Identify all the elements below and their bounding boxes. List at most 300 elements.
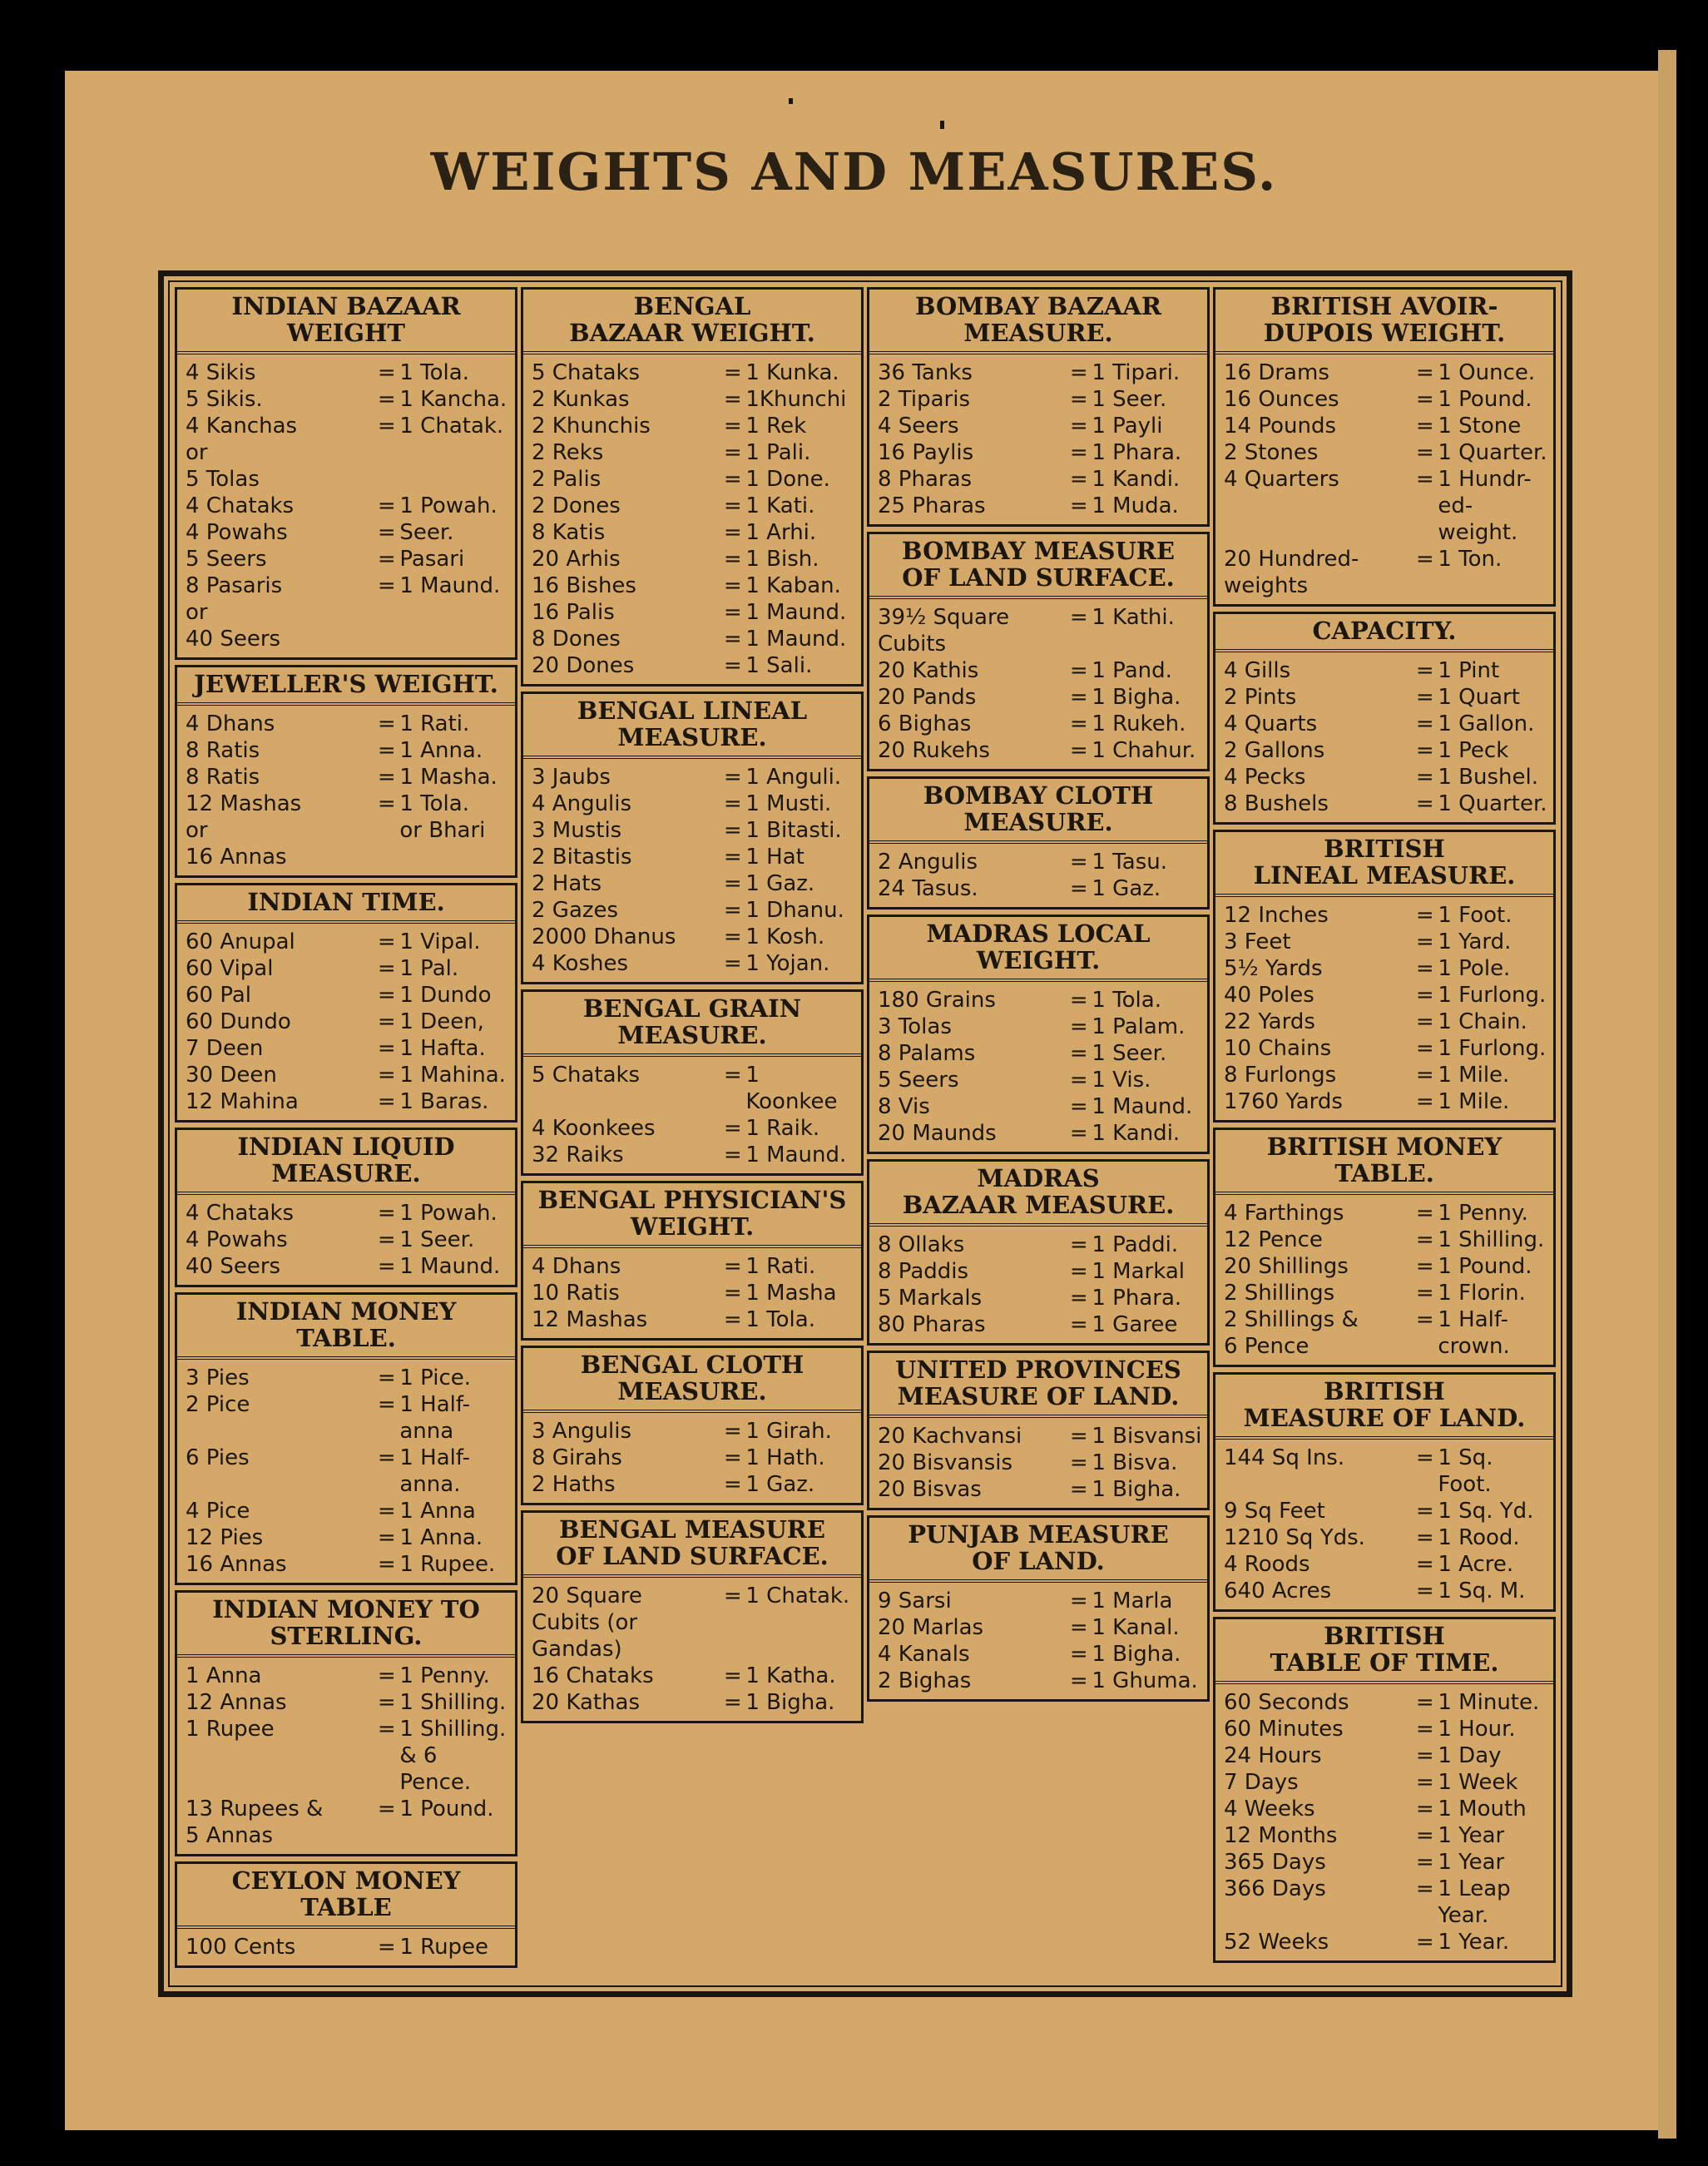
equals-sign: =	[1415, 1743, 1434, 1768]
table-rows	[869, 1227, 1207, 1343]
table-row	[532, 1445, 856, 1471]
table-row	[532, 572, 856, 599]
table-row	[186, 1445, 510, 1498]
table-heading: INDIAN LIQUID MEASURE.	[177, 1130, 515, 1195]
table-row	[1224, 1062, 1548, 1088]
unit-quantity: 2 Palis	[532, 467, 602, 492]
measure-table	[867, 1351, 1210, 1510]
unit-equivalent: 1 Quarter.	[1438, 791, 1547, 816]
table-rows	[177, 1360, 515, 1583]
unit-quantity: 180 Grains	[878, 988, 996, 1013]
measure-table	[175, 287, 517, 660]
table-row	[186, 1551, 510, 1578]
unit-quantity: 20 Rukehs	[878, 738, 990, 763]
table-row	[1224, 1524, 1548, 1551]
table-heading: MADRAS BAZAAR MEASURE.	[869, 1162, 1207, 1227]
unit-equivalent: 1 Furlong.	[1438, 983, 1547, 1008]
equals-sign: =	[723, 1142, 742, 1167]
equals-sign: =	[377, 1717, 396, 1742]
unit-quantity: 4 Quarts	[1224, 711, 1318, 736]
table-rows	[523, 1578, 861, 1721]
table-row	[1224, 1088, 1548, 1115]
unit-equivalent: 1 Rati.	[745, 1254, 816, 1279]
unit-quantity: 2 Dones	[532, 493, 621, 518]
table-row	[878, 1285, 1202, 1311]
table-row	[878, 737, 1202, 764]
unit-quantity: 4 Farthings	[1224, 1201, 1344, 1226]
table-row	[1224, 1769, 1548, 1796]
table-row	[532, 519, 856, 546]
unit-quantity: 366 Days	[1224, 1876, 1326, 1901]
unit-equivalent: 1 Sq. Foot.	[1438, 1445, 1493, 1497]
equals-sign: =	[377, 983, 396, 1008]
unit-quantity: 20 Kathas	[532, 1690, 641, 1715]
table-row	[186, 1365, 510, 1391]
table-row	[1224, 684, 1548, 711]
unit-equivalent: 1 Raik.	[745, 1116, 820, 1141]
equals-sign: =	[1415, 1036, 1434, 1061]
unit-equivalent: Pasari	[399, 547, 465, 572]
table-rows	[1215, 1440, 1553, 1609]
equals-sign: =	[1415, 791, 1434, 816]
unit-equivalent: 1 Quarter.	[1438, 440, 1547, 465]
table-row	[1224, 791, 1548, 817]
table-row	[532, 1689, 856, 1716]
table-heading: BENGAL GRAIN MEASURE.	[523, 992, 861, 1057]
unit-equivalent: 1 Ton.	[1438, 547, 1503, 572]
equals-sign: =	[1069, 685, 1088, 710]
table-rows	[1215, 1684, 1553, 1960]
table-row	[186, 1009, 510, 1035]
unit-quantity: 24 Tasus.	[878, 876, 978, 901]
equals-sign: =	[1069, 1450, 1088, 1475]
table-row	[186, 1088, 510, 1115]
unit-quantity: 3 Tolas	[878, 1014, 952, 1039]
equals-sign: =	[1415, 903, 1434, 928]
unit-quantity: 9 Sarsi	[878, 1589, 952, 1613]
unit-equivalent: 1 Gaz.	[1092, 876, 1161, 901]
equals-sign: =	[1415, 387, 1434, 412]
table-row	[1224, 1253, 1548, 1280]
table-row	[1224, 1742, 1548, 1769]
unit-equivalent: 1 Week	[1438, 1770, 1518, 1795]
equals-sign: =	[1415, 1579, 1434, 1603]
table-row	[1224, 1578, 1548, 1604]
equals-sign: =	[723, 627, 742, 652]
table-row	[878, 1588, 1202, 1614]
table-row	[878, 1040, 1202, 1067]
unit-equivalent: 1 Done.	[745, 467, 830, 492]
unit-quantity: 2 Gallons	[1224, 738, 1325, 763]
table-row	[186, 1035, 510, 1062]
unit-equivalent: 1 Tipari.	[1092, 360, 1181, 385]
equals-sign: =	[377, 738, 396, 763]
table-row	[1224, 1035, 1548, 1062]
unit-equivalent: 1 Arhi.	[745, 520, 817, 545]
unit-quantity: 20 Bisvansis	[878, 1450, 1013, 1475]
table-heading: INDIAN TIME.	[177, 885, 515, 924]
equals-sign: =	[723, 1663, 742, 1688]
equals-sign: =	[723, 493, 742, 518]
equals-sign: =	[377, 956, 396, 981]
unit-equivalent: 1 Mahina.	[399, 1063, 506, 1088]
table-row	[532, 546, 856, 572]
equals-sign: =	[1415, 1307, 1434, 1332]
table-row	[878, 684, 1202, 711]
equals-sign: =	[723, 1116, 742, 1141]
unit-quantity: 10 Ratis	[532, 1281, 620, 1306]
table-row	[1224, 1498, 1548, 1524]
unit-quantity: 30 Deen	[186, 1063, 277, 1088]
table-rows	[177, 1658, 515, 1854]
equals-sign: =	[1415, 1690, 1434, 1715]
equals-sign: =	[1069, 1615, 1088, 1640]
unit-equivalent: 1 Rek	[745, 414, 807, 439]
unit-quantity: 8 Palams	[878, 1041, 976, 1066]
measure-table	[521, 287, 864, 686]
equals-sign: =	[1069, 1259, 1088, 1284]
unit-quantity: 13 Rupees & 5 Annas	[186, 1797, 324, 1848]
unit-equivalent: 1 Vipal.	[399, 929, 481, 954]
unit-equivalent: 1 Paddi.	[1092, 1232, 1179, 1257]
table-row	[532, 1471, 856, 1498]
unit-equivalent: 1 Powah.	[399, 1201, 498, 1226]
equals-sign: =	[377, 1227, 396, 1252]
unit-equivalent: 1 Half- anna.	[399, 1445, 471, 1497]
equals-sign: =	[1415, 414, 1434, 439]
equals-sign: =	[377, 1525, 396, 1550]
table-heading: BRITISH MONEY TABLE.	[1215, 1130, 1553, 1195]
unit-quantity: 8 Girahs	[532, 1445, 622, 1470]
unit-quantity: 100 Cents	[186, 1935, 296, 1960]
table-row	[1224, 711, 1548, 737]
equals-sign: =	[723, 573, 742, 598]
unit-quantity: 4 Powahs	[186, 1227, 288, 1252]
unit-quantity: 60 Minutes	[1224, 1717, 1344, 1742]
unit-equivalent: 1 Penny.	[399, 1663, 490, 1688]
equals-sign: =	[1415, 360, 1434, 385]
unit-equivalent: 1 Chain.	[1438, 1009, 1527, 1034]
column-1	[175, 287, 517, 1973]
table-row	[532, 764, 856, 791]
measure-table	[867, 532, 1210, 771]
table-rows	[523, 1413, 861, 1503]
unit-equivalent: 1 Mile.	[1438, 1089, 1510, 1114]
table-row	[532, 493, 856, 519]
unit-quantity: 4 Pecks	[1224, 765, 1306, 790]
table-row	[186, 929, 510, 955]
unit-equivalent: 1 Foot.	[1438, 903, 1512, 928]
unit-equivalent: 1 Sq. M.	[1438, 1579, 1526, 1603]
equals-sign: =	[1415, 1009, 1434, 1034]
equals-sign: =	[377, 547, 396, 572]
table-row	[878, 1014, 1202, 1040]
table-row	[1224, 764, 1548, 791]
unit-equivalent: 1 Bushel.	[1438, 765, 1539, 790]
unit-equivalent: 1 Masha	[745, 1281, 837, 1306]
equals-sign: =	[1415, 1930, 1434, 1955]
table-row	[532, 1418, 856, 1445]
unit-equivalent: 1 Maund.	[399, 573, 501, 598]
equals-sign: =	[377, 1009, 396, 1034]
unit-quantity: 4 Roods	[1224, 1552, 1310, 1577]
unit-quantity: 2 Reks	[532, 440, 604, 465]
unit-equivalent: 1 Kosh.	[745, 924, 825, 949]
table-row	[532, 1253, 856, 1280]
equals-sign: =	[1415, 738, 1434, 763]
equals-sign: =	[1069, 711, 1088, 736]
measure-table	[867, 776, 1210, 910]
equals-sign: =	[1069, 988, 1088, 1013]
equals-sign: =	[1069, 1041, 1088, 1066]
unit-quantity: 2 Shillings & 6 Pence	[1224, 1307, 1359, 1359]
column-4	[1213, 287, 1556, 1968]
table-row	[186, 1689, 510, 1716]
equals-sign: =	[377, 573, 396, 598]
table-row	[1224, 737, 1548, 764]
unit-equivalent: 1 Hat	[745, 845, 804, 870]
equals-sign: =	[1415, 929, 1434, 954]
unit-equivalent: 1 Bigha.	[1092, 1477, 1181, 1502]
unit-quantity: 60 Pal	[186, 983, 252, 1008]
unit-equivalent: 1 Minute.	[1438, 1690, 1540, 1715]
equals-sign: =	[377, 1366, 396, 1390]
table-row	[1224, 1280, 1548, 1306]
unit-equivalent: 1 Sq. Yd.	[1438, 1499, 1534, 1524]
table-row	[1224, 657, 1548, 684]
equals-sign: =	[723, 653, 742, 678]
unit-quantity: 8 Bushels	[1224, 791, 1329, 816]
equals-sign: =	[1069, 1668, 1088, 1693]
equals-sign: =	[1069, 1232, 1088, 1257]
equals-sign: =	[723, 1419, 742, 1444]
equals-sign: =	[377, 414, 396, 439]
table-row	[1224, 466, 1548, 546]
equals-sign: =	[1069, 1424, 1088, 1449]
table-row	[186, 1391, 510, 1445]
equals-sign: =	[1415, 1525, 1434, 1550]
table-row	[1224, 929, 1548, 955]
equals-sign: =	[723, 547, 742, 572]
unit-equivalent: 1Khunchi	[745, 387, 847, 412]
table-rows	[1215, 354, 1553, 604]
unit-equivalent: 1 Tola.	[399, 360, 469, 385]
equals-sign: =	[377, 1089, 396, 1114]
unit-quantity: 12 Mashas or 16 Annas	[186, 791, 302, 870]
unit-quantity: 12 Mahina	[186, 1089, 299, 1114]
unit-equivalent: 1 Bigha.	[1092, 1642, 1181, 1667]
equals-sign: =	[723, 765, 742, 790]
unit-quantity: 1210 Sq Yds.	[1224, 1525, 1365, 1550]
unit-equivalent: 1 Pound.	[1438, 1254, 1532, 1279]
table-row	[532, 599, 856, 626]
ink-speck	[789, 98, 793, 104]
unit-quantity: 8 Ratis	[186, 738, 260, 763]
unit-equivalent: 1 Anna.	[399, 738, 483, 763]
unit-quantity: 4 Powahs	[186, 520, 288, 545]
table-row	[186, 1716, 510, 1796]
unit-quantity: 8 Furlongs	[1224, 1063, 1337, 1088]
unit-equivalent: 1 Kaban.	[745, 573, 841, 598]
equals-sign: =	[377, 765, 396, 790]
equals-sign: =	[1069, 1589, 1088, 1613]
unit-quantity: 4 Quarters	[1224, 467, 1339, 492]
table-row	[1224, 1445, 1548, 1498]
equals-sign: =	[377, 711, 396, 736]
unit-quantity: 12 Mashas	[532, 1307, 648, 1332]
table-row	[878, 987, 1202, 1014]
equals-sign: =	[377, 493, 396, 518]
unit-equivalent: 1 Pint	[1438, 658, 1500, 683]
measure-table	[521, 691, 864, 984]
table-rows	[869, 1418, 1207, 1508]
unit-quantity: 2 Gazes	[532, 898, 619, 923]
unit-quantity: 4 Seers	[878, 414, 959, 439]
unit-quantity: 60 Vipal	[186, 956, 274, 981]
equals-sign: =	[723, 520, 742, 545]
table-row	[878, 1668, 1202, 1694]
unit-quantity: 60 Anupal	[186, 929, 295, 954]
unit-equivalent: 1 Dundo	[399, 983, 492, 1008]
table-row	[878, 1450, 1202, 1476]
equals-sign: =	[1415, 1717, 1434, 1742]
table-row	[532, 791, 856, 817]
unit-equivalent: 1 Kathi.	[1092, 605, 1175, 630]
unit-quantity: 5 Markals	[878, 1286, 983, 1311]
measure-table	[1213, 1372, 1556, 1612]
unit-quantity: 8 Ratis	[186, 765, 260, 790]
unit-quantity: 32 Raiks	[532, 1142, 624, 1167]
unit-equivalent: 1 Stone	[1438, 414, 1522, 439]
table-row	[186, 413, 510, 493]
unit-quantity: 5 Seers	[186, 547, 267, 572]
unit-quantity: 60 Dundo	[186, 1009, 291, 1034]
unit-equivalent: 1 Rood.	[1438, 1525, 1520, 1550]
unit-equivalent: 1 Seer.	[1092, 387, 1167, 412]
unit-quantity: 3 Angulis	[532, 1419, 632, 1444]
table-heading: BRITISH TABLE OF TIME.	[1215, 1619, 1553, 1684]
equals-sign: =	[723, 1690, 742, 1715]
table-heading: BRITISH AVOIR- DUPOIS WEIGHT.	[1215, 290, 1553, 354]
unit-quantity: 20 Pands	[878, 685, 977, 710]
equals-sign: =	[1415, 1445, 1434, 1470]
unit-quantity: 4 Dhans	[532, 1254, 621, 1279]
table-heading: INDIAN MONEY TO STERLING.	[177, 1593, 515, 1658]
table-heading: BENGAL MEASURE OF LAND SURFACE.	[523, 1513, 861, 1578]
equals-sign: =	[377, 1797, 396, 1822]
table-row	[186, 982, 510, 1009]
unit-equivalent: Seer.	[399, 520, 454, 545]
equals-sign: =	[723, 1445, 742, 1470]
measure-table	[521, 1510, 864, 1723]
unit-quantity: 8 Pharas	[878, 467, 973, 492]
measure-table	[521, 989, 864, 1176]
table-heading: UNITED PROVINCES MEASURE OF LAND.	[869, 1353, 1207, 1418]
measure-table	[1213, 612, 1556, 825]
unit-equivalent: 1 Powah.	[399, 493, 498, 518]
table-rows	[869, 844, 1207, 907]
table-row	[878, 1067, 1202, 1093]
equals-sign: =	[723, 818, 742, 843]
table-row	[878, 1423, 1202, 1450]
equals-sign: =	[723, 951, 742, 976]
table-row	[1224, 386, 1548, 413]
unit-equivalent: 1 Gaz.	[745, 871, 815, 896]
unit-quantity: 40 Poles	[1224, 983, 1314, 1008]
unit-equivalent: 1 Rupee.	[399, 1552, 496, 1577]
equals-sign: =	[1415, 711, 1434, 736]
table-row	[1224, 1929, 1548, 1955]
unit-equivalent: 1 Yojan.	[745, 951, 830, 976]
table-row	[1224, 1822, 1548, 1849]
equals-sign: =	[723, 1254, 742, 1279]
unit-quantity: 12 Months	[1224, 1823, 1338, 1848]
equals-sign: =	[1415, 1227, 1434, 1252]
measure-table	[175, 883, 517, 1123]
unit-quantity: 6 Bighas	[878, 711, 972, 736]
table-row	[186, 1796, 510, 1849]
unit-equivalent: 1 Koonkee	[745, 1063, 838, 1114]
table-row	[532, 1583, 856, 1663]
unit-quantity: 4 Angulis	[532, 791, 632, 816]
unit-quantity: 12 Annas	[186, 1690, 287, 1715]
table-row	[532, 1115, 856, 1142]
unit-quantity: 7 Days	[1224, 1770, 1299, 1795]
unit-quantity: 2 Tiparis	[878, 387, 971, 412]
unit-quantity: 12 Pies	[186, 1525, 264, 1550]
unit-quantity: 8 Pasaris or 40 Seers	[186, 573, 283, 652]
equals-sign: =	[377, 1201, 396, 1226]
unit-quantity: 16 Annas	[186, 1552, 287, 1577]
table-row	[532, 1280, 856, 1306]
measure-table	[175, 665, 517, 878]
table-row	[878, 413, 1202, 439]
equals-sign: =	[1069, 1312, 1088, 1337]
equals-sign: =	[377, 1445, 396, 1470]
table-row	[532, 870, 856, 897]
unit-quantity: 2 Bitastis	[532, 845, 632, 870]
table-row	[186, 1524, 510, 1551]
unit-quantity: 16 Chataks	[532, 1663, 654, 1688]
unit-equivalent: 1 Phara.	[1092, 440, 1182, 465]
unit-quantity: 20 Marlas	[878, 1615, 984, 1640]
unit-equivalent: 1 Ghuma.	[1092, 1668, 1198, 1693]
equals-sign: =	[1415, 956, 1434, 981]
unit-equivalent: 1 Seer.	[1092, 1041, 1167, 1066]
equals-sign: =	[1415, 658, 1434, 683]
unit-equivalent: 1 Mouth	[1438, 1797, 1527, 1822]
table-row	[186, 711, 510, 737]
unit-equivalent: 1 Maund.	[745, 600, 847, 625]
measure-table	[1213, 287, 1556, 607]
unit-equivalent: 1 Shilling. & 6 Pence.	[399, 1717, 507, 1795]
unit-quantity: 2 Shillings	[1224, 1281, 1335, 1306]
measure-table	[521, 1181, 864, 1341]
table-heading: BENGAL LINEAL MEASURE.	[523, 694, 861, 759]
unit-quantity: 16 Ounces	[1224, 387, 1339, 412]
unit-quantity: 2000 Dhanus	[532, 924, 676, 949]
table-row	[532, 466, 856, 493]
table-rows	[177, 1929, 515, 1965]
unit-equivalent: 1 Payli	[1092, 414, 1163, 439]
equals-sign: =	[377, 360, 396, 385]
unit-equivalent: 1 Leap Year.	[1438, 1876, 1511, 1928]
unit-equivalent: 1 Rupee	[399, 1935, 489, 1960]
table-rows	[523, 354, 861, 684]
unit-quantity: 3 Mustis	[532, 818, 622, 843]
equals-sign: =	[377, 520, 396, 545]
unit-equivalent: 1 Chatak.	[745, 1584, 850, 1608]
